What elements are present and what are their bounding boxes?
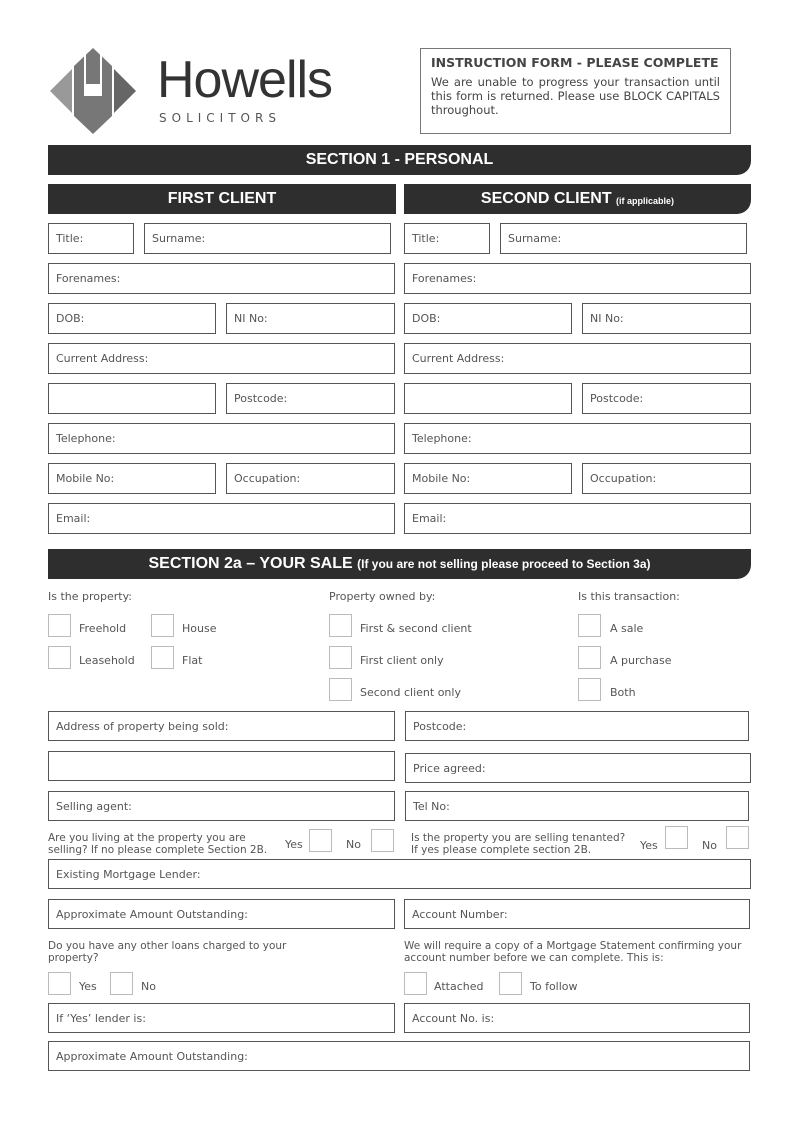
house-checkbox[interactable] bbox=[151, 614, 174, 637]
purchase-label: A purchase bbox=[610, 654, 672, 667]
price-agreed-field[interactable]: Price agreed: bbox=[405, 753, 751, 783]
owned-second-checkbox[interactable] bbox=[329, 678, 352, 701]
second-client-forenames-field[interactable]: Forenames: bbox=[404, 263, 751, 294]
sale-label: A sale bbox=[610, 622, 644, 635]
first-client-telephone-field[interactable]: Telephone: bbox=[48, 423, 395, 454]
second-client-postcode-field[interactable]: Postcode: bbox=[582, 383, 751, 414]
sale-postcode-field[interactable]: Postcode: bbox=[405, 711, 749, 741]
second-client-dob-field[interactable]: DOB: bbox=[404, 303, 572, 334]
instruction-body: We are unable to progress your transaction until this form is returned. Please use BLOCK CAPITALS throughout. bbox=[431, 75, 720, 117]
tenanted-question: Is the property you are selling tenanted? If yes please complete section 2B. bbox=[411, 832, 626, 856]
amount-outstanding-field[interactable]: Approximate Amount Outstanding: bbox=[48, 899, 395, 929]
first-client-surname-field[interactable]: Surname: bbox=[144, 223, 391, 254]
first-client-dob-field[interactable]: DOB: bbox=[48, 303, 216, 334]
freehold-label: Freehold bbox=[79, 622, 127, 635]
logo bbox=[50, 48, 136, 134]
living-yes-label: Yes bbox=[285, 838, 303, 851]
logo-mark-icon bbox=[50, 48, 136, 134]
owned-both-label: First & second client bbox=[360, 622, 472, 635]
both-checkbox[interactable] bbox=[578, 678, 601, 701]
agent-tel-field[interactable]: Tel No: bbox=[405, 791, 749, 821]
logo-sub: SOLICITORS bbox=[159, 111, 281, 125]
instruction-title: INSTRUCTION FORM - PLEASE COMPLETE bbox=[431, 55, 719, 70]
first-client-mobile-field[interactable]: Mobile No: bbox=[48, 463, 216, 494]
second-client-address-field[interactable]: Current Address: bbox=[404, 343, 751, 374]
both-label: Both bbox=[610, 686, 636, 699]
instruction-box bbox=[420, 48, 731, 134]
loans-yes-checkbox[interactable] bbox=[48, 972, 71, 995]
second-client-title-field[interactable]: Title: bbox=[404, 223, 490, 254]
other-amount-field[interactable]: Approximate Amount Outstanding: bbox=[48, 1041, 750, 1071]
attached-checkbox[interactable] bbox=[404, 972, 427, 995]
tenanted-yes-checkbox[interactable] bbox=[665, 826, 688, 849]
second-client-mobile-field[interactable]: Mobile No: bbox=[404, 463, 572, 494]
living-no-label: No bbox=[346, 838, 361, 851]
owned-both-checkbox[interactable] bbox=[329, 614, 352, 637]
first-client-ni-field[interactable]: NI No: bbox=[226, 303, 395, 334]
first-client-forenames-field[interactable]: Forenames: bbox=[48, 263, 395, 294]
attached-label: Attached bbox=[434, 980, 484, 993]
second-client-email-field[interactable]: Email: bbox=[404, 503, 751, 534]
section1-header: SECTION 1 - PERSONAL bbox=[48, 145, 751, 175]
owned-question: Property owned by: bbox=[329, 590, 436, 603]
second-client-surname-field[interactable]: Surname: bbox=[500, 223, 747, 254]
leasehold-checkbox[interactable] bbox=[48, 646, 71, 669]
sale-checkbox[interactable] bbox=[578, 614, 601, 637]
owned-first-label: First client only bbox=[360, 654, 444, 667]
first-client-title-field[interactable]: Title: bbox=[48, 223, 134, 254]
living-yes-checkbox[interactable] bbox=[309, 829, 332, 852]
statement-question: We will require a copy of a Mortgage Statement confirming your account number before we can complete. This is: bbox=[404, 940, 742, 964]
owned-first-checkbox[interactable] bbox=[329, 646, 352, 669]
owned-second-label: Second client only bbox=[360, 686, 461, 699]
transaction-question: Is this transaction: bbox=[578, 590, 680, 603]
flat-checkbox[interactable] bbox=[151, 646, 174, 669]
other-account-field[interactable]: Account No. is: bbox=[404, 1003, 750, 1033]
first-client-occupation-field[interactable]: Occupation: bbox=[226, 463, 395, 494]
living-no-checkbox[interactable] bbox=[371, 829, 394, 852]
house-label: House bbox=[182, 622, 217, 635]
first-client-address-line2-field[interactable] bbox=[48, 383, 216, 414]
to-follow-checkbox[interactable] bbox=[499, 972, 522, 995]
second-client-address-line2-field[interactable] bbox=[404, 383, 572, 414]
tenanted-no-label: No bbox=[702, 839, 717, 852]
second-client-ni-field[interactable]: NI No: bbox=[582, 303, 751, 334]
loans-question: Do you have any other loans charged to your property? bbox=[48, 940, 287, 964]
mortgage-lender-field[interactable]: Existing Mortgage Lender: bbox=[48, 859, 751, 889]
second-client-telephone-field[interactable]: Telephone: bbox=[404, 423, 751, 454]
tenanted-yes-label: Yes bbox=[640, 839, 658, 852]
purchase-checkbox[interactable] bbox=[578, 646, 601, 669]
address-sold-field[interactable]: Address of property being sold: bbox=[48, 711, 395, 741]
freehold-checkbox[interactable] bbox=[48, 614, 71, 637]
other-lender-field[interactable]: If ‘Yes’ lender is: bbox=[48, 1003, 395, 1033]
account-number-field[interactable]: Account Number: bbox=[404, 899, 750, 929]
first-client-address-field[interactable]: Current Address: bbox=[48, 343, 395, 374]
first-client-email-field[interactable]: Email: bbox=[48, 503, 395, 534]
loans-no-label: No bbox=[141, 980, 156, 993]
living-question: Are you living at the property you are selling? If no please complete Section 2B. bbox=[48, 832, 268, 856]
logo-name: Howells bbox=[157, 51, 333, 109]
property-question: Is the property: bbox=[48, 590, 133, 603]
first-client-header: FIRST CLIENT bbox=[48, 184, 396, 214]
section2a-header: SECTION 2a – YOUR SALE (If you are not selling please proceed to Section 3a) bbox=[48, 549, 751, 579]
address-sold-line2[interactable] bbox=[48, 751, 395, 781]
selling-agent-field[interactable]: Selling agent: bbox=[48, 791, 395, 821]
first-client-postcode-field[interactable]: Postcode: bbox=[226, 383, 395, 414]
tenanted-no-checkbox[interactable] bbox=[726, 826, 749, 849]
second-client-occupation-field[interactable]: Occupation: bbox=[582, 463, 751, 494]
leasehold-label: Leasehold bbox=[79, 654, 135, 667]
flat-label: Flat bbox=[182, 654, 203, 667]
second-client-header: SECOND CLIENT (if applicable) bbox=[404, 184, 751, 214]
loans-no-checkbox[interactable] bbox=[110, 972, 133, 995]
loans-yes-label: Yes bbox=[79, 980, 97, 993]
to-follow-label: To follow bbox=[530, 980, 578, 993]
